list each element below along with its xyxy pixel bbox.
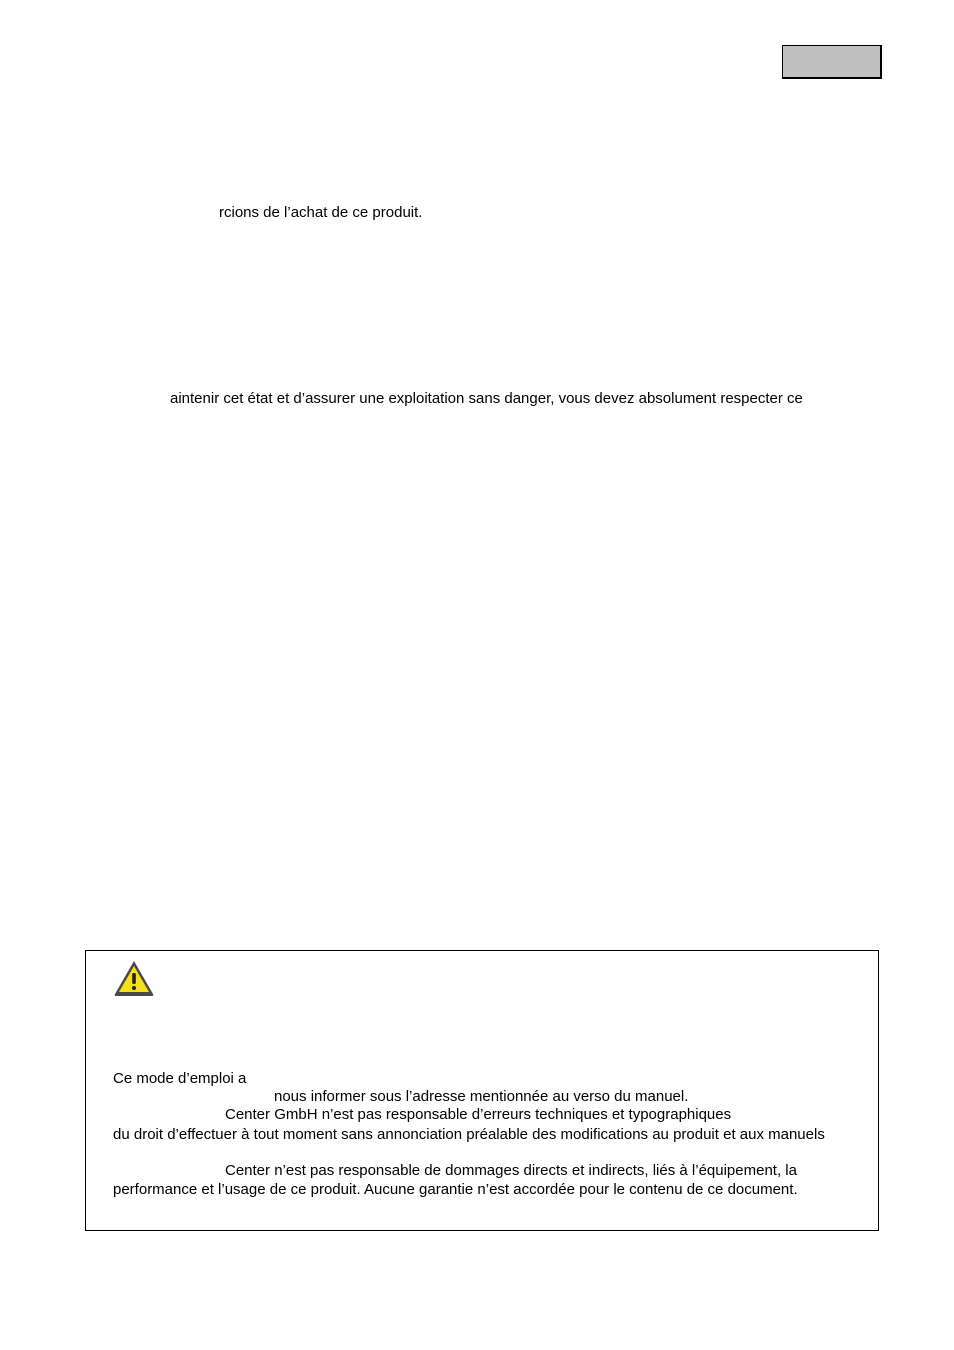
thanks-text: rcions de l’achat de ce produit.	[219, 204, 423, 221]
notice-line: du droit d’effectuer à tout moment sans annonciation préalable des modifications au produit et aux manuels	[113, 1126, 825, 1143]
notice-line: performance et l’usage de ce produit. Aucune garantie n’est accordée pour le contenu de ce document.	[113, 1181, 798, 1198]
warning-triangle-icon	[112, 958, 156, 998]
notice-line: Center n’est pas responsable de dommages directs et indirects, liés à l’équipement, la	[225, 1162, 797, 1179]
notice-line: nous informer sous l’adresse mentionnée au verso du manuel.	[274, 1088, 689, 1105]
language-tab	[782, 45, 882, 79]
notice-line: Center GmbH n’est pas responsable d’erreurs techniques et typographiques	[225, 1106, 732, 1123]
notice-line: Ce mode d’emploi a	[113, 1070, 247, 1087]
safety-text: aintenir cet état et d’assurer une exploitation sans danger, vous devez absolument respecter ce	[170, 390, 803, 407]
